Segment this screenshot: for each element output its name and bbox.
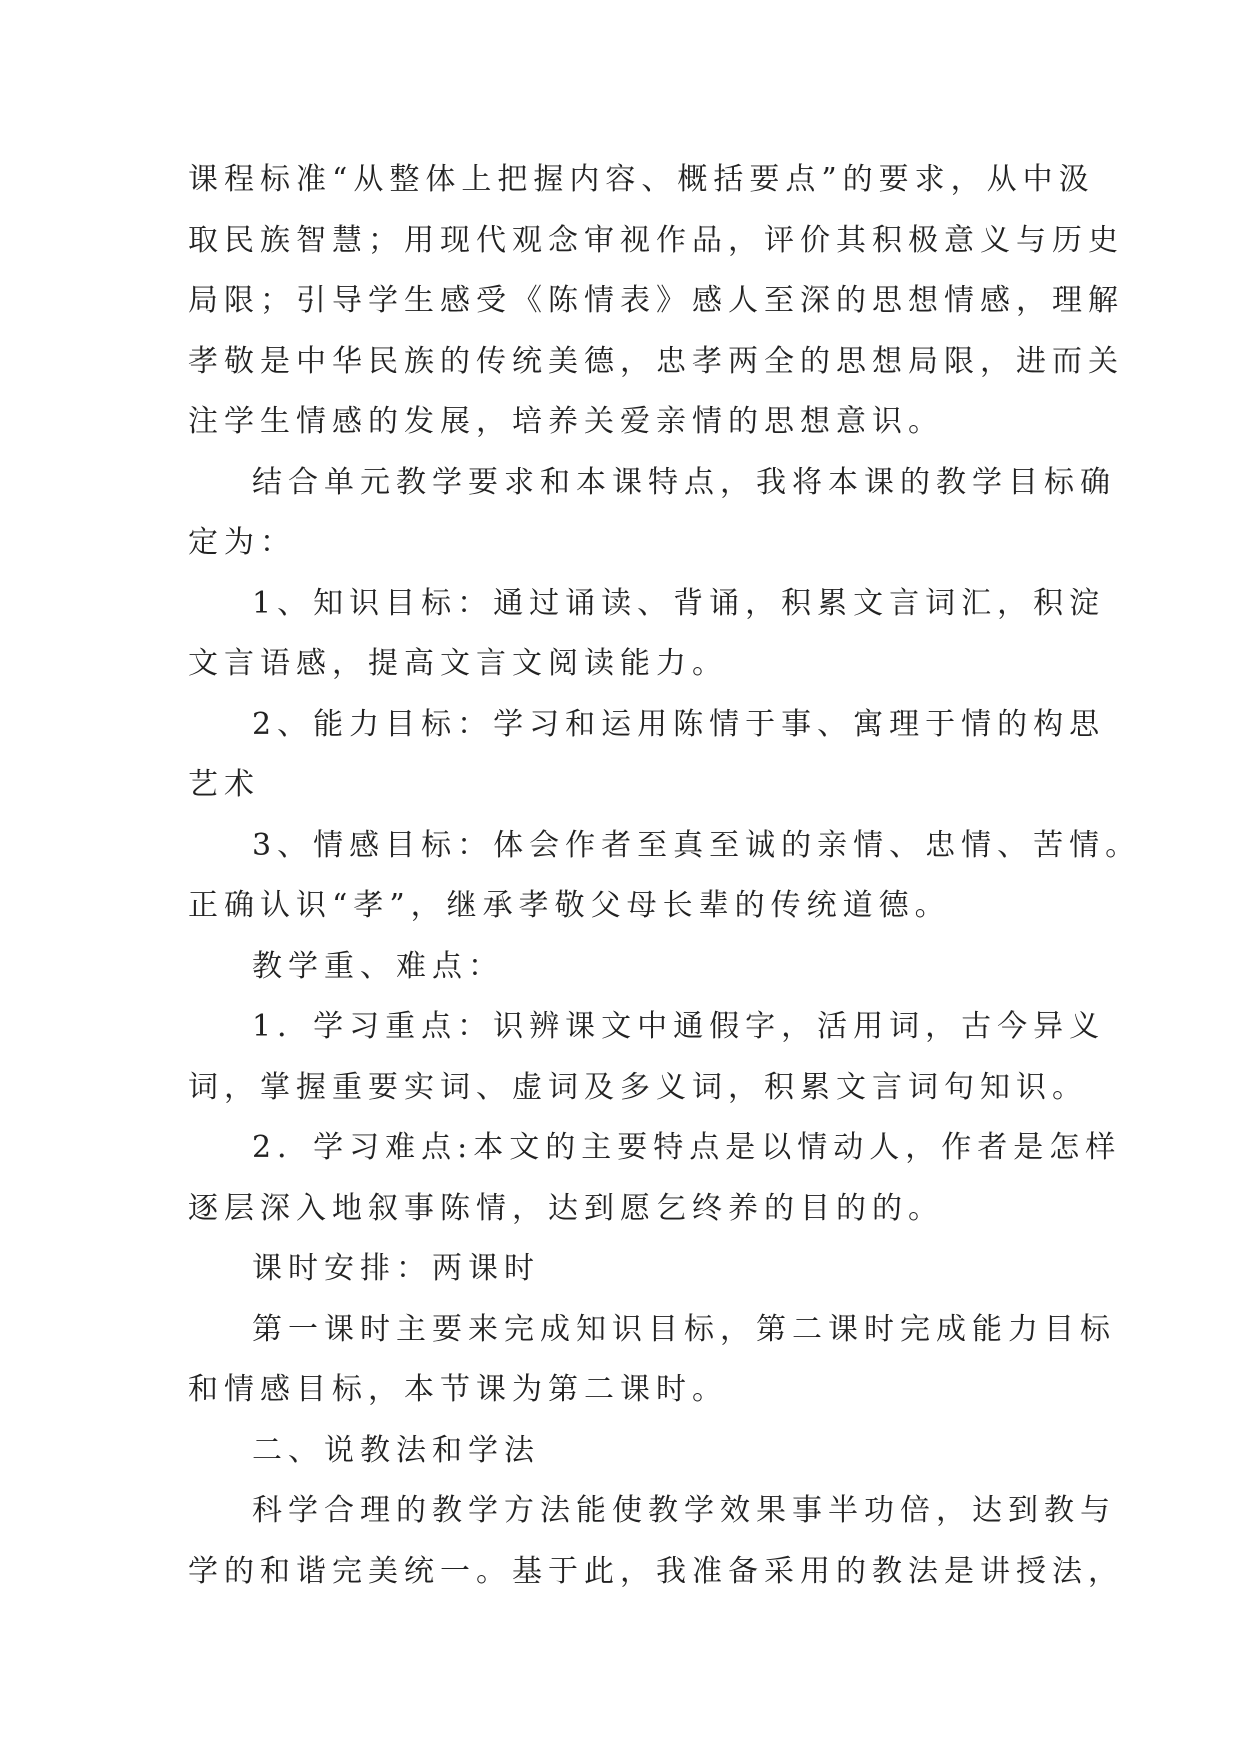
text-line: 2、能力目标：学习和运用陈情于事、寓理于情的构思 (252, 706, 1106, 742)
text-line: 注学生情感的发展，培养关爱亲情的思想意识。 (188, 404, 944, 439)
text-line: 课时安排：两课时 (252, 1251, 540, 1286)
text-line: 逐层深入地叙事陈情，达到愿乞终养的目的的。 (188, 1190, 944, 1226)
text-line: 教学重、难点： (252, 948, 504, 984)
text-line: 1．学习重点：识辨课文中通假字，活用词，古今异义 (252, 1009, 1106, 1044)
text-line: 定为： (188, 525, 296, 560)
text-line: 科学合理的教学方法能使教学效果事半功倍，达到教与 (252, 1493, 1116, 1528)
text-line: 局限；引导学生感受《陈情表》感人至深的思想情感，理解 (188, 283, 1124, 318)
text-line: 第一课时主要来完成知识目标，第二课时完成能力目标 (252, 1311, 1116, 1347)
text-line: 二、说教法和学法 (252, 1432, 540, 1468)
text-line: 词，掌握重要实词、虚词及多义词，积累文言词句知识。 (188, 1069, 1088, 1105)
text-line: 孝敬是中华民族的传统美德，忠孝两全的思想局限，进而关 (188, 343, 1124, 379)
body-text (188, 150, 1142, 1602)
text-line: 2．学习难点:本文的主要特点是以情动人，作者是怎样 (252, 1130, 1122, 1165)
text-line: 结合单元教学要求和本课特点，我将本课的教学目标确 (252, 464, 1116, 500)
text-line: 文言语感，提高文言文阅读能力。 (188, 646, 728, 681)
text-line: 3、情感目标：体会作者至真至诚的亲情、忠情、苦情。 (252, 827, 1142, 863)
text-line: 1、知识目标：通过诵读、背诵，积累文言词汇，积淀 (252, 585, 1106, 621)
text-line: 艺术 (188, 767, 260, 802)
text-line: 课程标准“从整体上把握内容、概括要点”的要求，从中汲 (188, 162, 1095, 197)
text-line: 学的和谐完美统一。基于此，我准备采用的教法是讲授法， (188, 1553, 1124, 1589)
text-line: 取民族智慧；用现代观念审视作品，评价其积极意义与历史 (188, 222, 1124, 258)
text-line: 正确认识“孝”，继承孝敬父母长辈的传统道德。 (188, 888, 951, 923)
text-line: 和情感目标，本节课为第二课时。 (188, 1372, 728, 1407)
